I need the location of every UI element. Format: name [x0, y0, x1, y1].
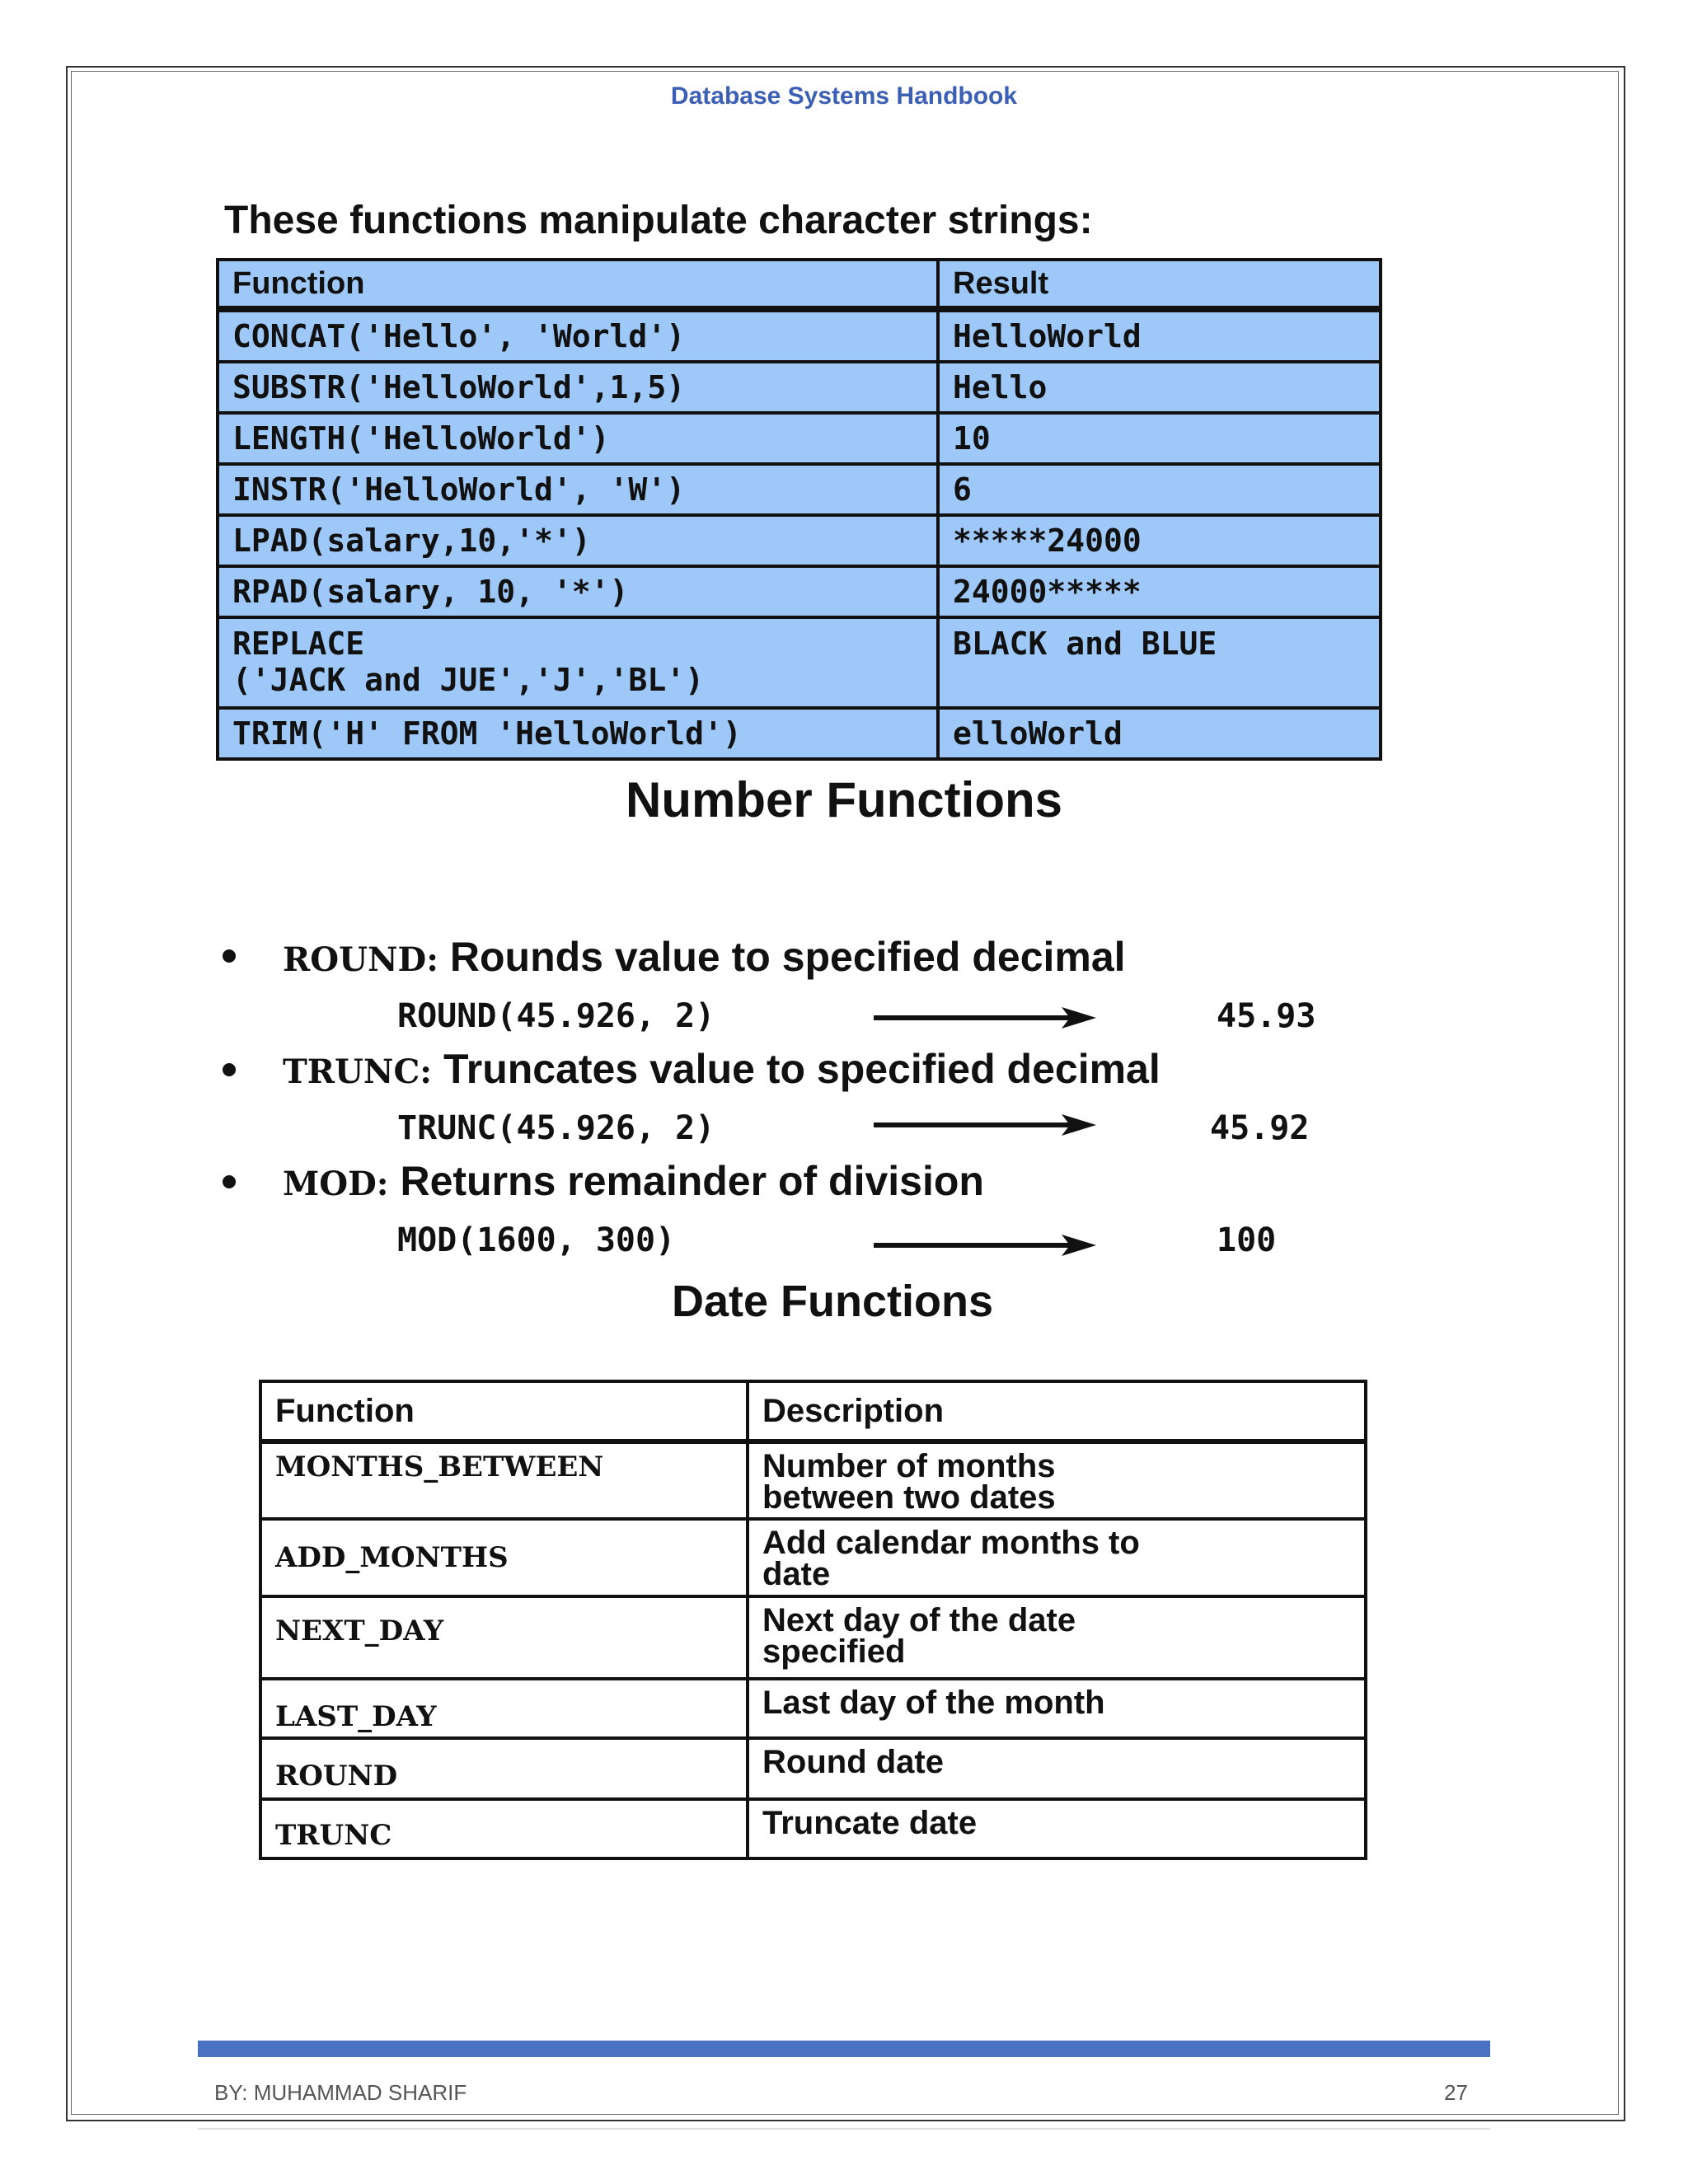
bullet-mod	[283, 1157, 984, 1205]
description-line-2: specified	[762, 1633, 906, 1670]
column-header-function: Function	[218, 260, 938, 309]
bullet-description: Truncates value to specified decimal	[443, 1046, 1160, 1092]
function-cell: LAST_DAY	[260, 1679, 748, 1738]
table-row	[260, 1519, 1366, 1596]
footer-bar	[198, 2041, 1490, 2057]
description-cell: Round date	[748, 1738, 1366, 1799]
example-expression: ROUND(45.926, 2)	[397, 997, 715, 1035]
character-functions-table	[216, 258, 1382, 761]
description-cell	[748, 1596, 1366, 1679]
table-row	[260, 1441, 1366, 1519]
number-functions-title: Number Functions	[625, 772, 1062, 827]
function-cell: ADD_MONTHS	[260, 1519, 748, 1596]
result-cell: *****24000	[938, 515, 1381, 566]
function-cell: TRIM('H' FROM 'HelloWorld')	[218, 708, 938, 759]
column-header-result: Result	[938, 260, 1381, 309]
description-line-2: between two dates	[762, 1479, 1056, 1516]
column-header-description: Description	[748, 1381, 1366, 1441]
result-cell: HelloWorld	[938, 309, 1381, 362]
table-row	[218, 413, 1381, 464]
function-cell: CONCAT('Hello', 'World')	[218, 309, 938, 362]
arrow-icon	[874, 1113, 1096, 1137]
result-cell: elloWorld	[938, 708, 1381, 759]
result-cell: 24000*****	[938, 566, 1381, 617]
description-cell	[748, 1519, 1366, 1596]
result-cell: 6	[938, 464, 1381, 515]
description-cell: Truncate date	[748, 1799, 1366, 1858]
example-expression: TRUNC(45.926, 2)	[397, 1109, 715, 1147]
function-cell: ROUND	[260, 1738, 748, 1799]
column-header-function: Function	[260, 1381, 748, 1441]
table-row	[260, 1738, 1366, 1799]
table-row	[260, 1679, 1366, 1738]
example-expression: MOD(1600, 300)	[397, 1221, 676, 1259]
footer-rule	[198, 2128, 1490, 2130]
arrow-icon	[874, 1233, 1096, 1258]
result-cell: 10	[938, 413, 1381, 464]
date-functions-table	[259, 1380, 1367, 1860]
result-cell: BLACK and BLUE	[938, 617, 1381, 708]
table-row	[218, 464, 1381, 515]
description-line-1: Add calendar months to	[762, 1525, 1140, 1561]
bullet-dot	[223, 949, 236, 963]
function-line-1: REPLACE	[232, 626, 365, 662]
function-cell: SUBSTR('HelloWorld',1,5)	[218, 362, 938, 413]
function-cell: TRUNC	[260, 1799, 748, 1858]
example-result: 100	[1217, 1221, 1277, 1259]
table-row	[260, 1596, 1366, 1679]
bullet-function-name: MOD:	[283, 1165, 389, 1203]
table-row	[218, 566, 1381, 617]
date-functions-title: Date Functions	[671, 1277, 994, 1326]
function-cell: MONTHS_BETWEEN	[260, 1441, 748, 1519]
function-cell: INSTR('HelloWorld', 'W')	[218, 464, 938, 515]
description-line-1: Next day of the date	[762, 1602, 1076, 1638]
table-row	[218, 515, 1381, 566]
function-cell	[218, 617, 938, 708]
bullet-trunc	[283, 1045, 1160, 1093]
footer-author: BY: MUHAMMAD SHARIF	[214, 2080, 467, 2105]
running-header: Database Systems Handbook	[670, 82, 1018, 110]
description-line-1: Number of months	[762, 1448, 1056, 1484]
bullet-description: Returns remainder of division	[400, 1158, 984, 1204]
table-header-row	[218, 260, 1381, 309]
bullet-description: Rounds value to specified decimal	[449, 934, 1126, 980]
page-number: 27	[1444, 2080, 1468, 2105]
table-header-row	[260, 1381, 1366, 1441]
result-cell: Hello	[938, 362, 1381, 413]
bullet-function-name: ROUND:	[283, 940, 438, 979]
function-cell: RPAD(salary, 10, '*')	[218, 566, 938, 617]
function-cell: LPAD(salary,10,'*')	[218, 515, 938, 566]
function-cell: NEXT_DAY	[260, 1596, 748, 1679]
description-cell	[748, 1441, 1366, 1519]
example-result: 45.93	[1217, 997, 1316, 1035]
example-result: 45.92	[1210, 1109, 1310, 1147]
arrow-icon	[874, 1005, 1096, 1030]
string-functions-intro: These functions manipulate character strings:	[224, 199, 1093, 242]
table-row	[218, 708, 1381, 759]
bullet-dot	[223, 1175, 236, 1188]
table-row	[218, 362, 1381, 413]
description-cell: Last day of the month	[748, 1679, 1366, 1738]
table-row	[218, 309, 1381, 362]
description-line-2: date	[762, 1556, 831, 1592]
bullet-function-name: TRUNC:	[283, 1052, 433, 1091]
bullet-dot	[223, 1063, 236, 1076]
bullet-round	[283, 933, 1126, 981]
table-row	[218, 617, 1381, 708]
function-line-2: ('JACK and JUE','J','BL')	[232, 662, 704, 698]
table-row	[260, 1799, 1366, 1858]
function-cell: LENGTH('HelloWorld')	[218, 413, 938, 464]
